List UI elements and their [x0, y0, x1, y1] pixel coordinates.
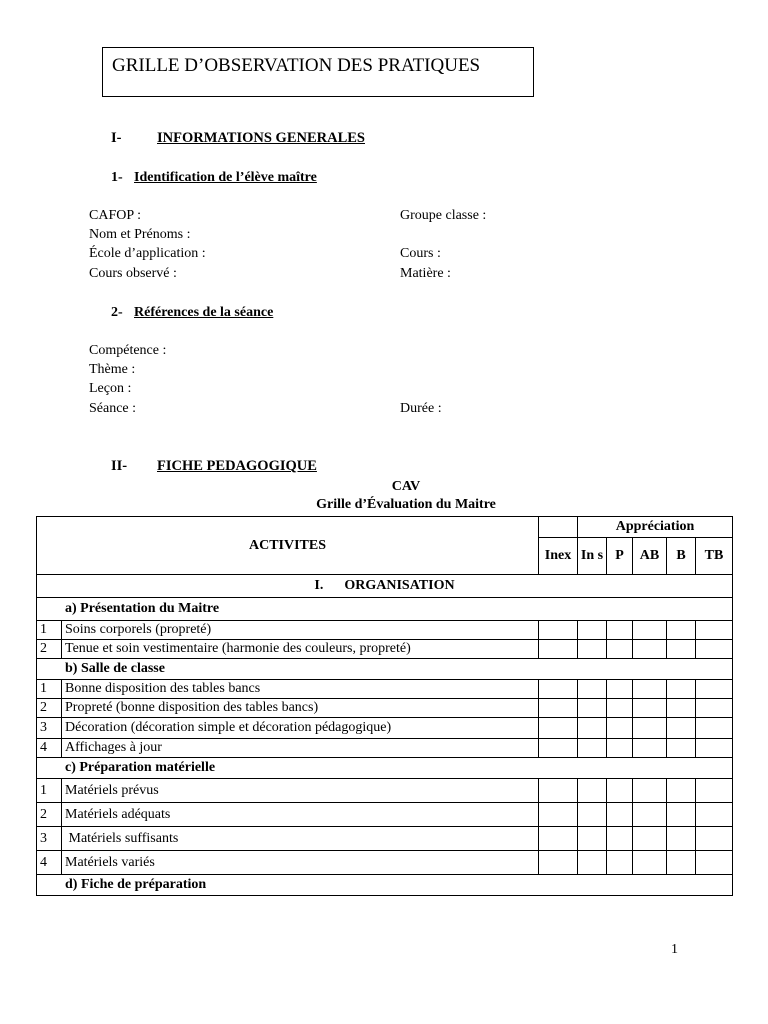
table-row — [37, 621, 733, 640]
sub1-number: 1- — [111, 170, 123, 185]
activites-header: ACTIVITES — [37, 517, 539, 575]
rating-cell[interactable] — [696, 680, 733, 699]
rating-col-b: B — [667, 538, 696, 575]
rating-cell[interactable] — [539, 803, 578, 827]
rating-cell[interactable] — [667, 680, 696, 699]
row-number: 1 — [37, 680, 62, 699]
field-lecon: Leçon : — [89, 381, 132, 396]
field-groupe-classe: Groupe classe : — [400, 208, 487, 223]
rating-col-tb: TB — [696, 538, 733, 575]
row-label: Propreté (bonne disposition des tables bancs) — [62, 699, 539, 718]
rating-cell[interactable] — [633, 680, 667, 699]
group-title: d) Fiche de préparation — [37, 875, 733, 896]
cav-heading: CAV — [391, 479, 421, 494]
rating-cell[interactable] — [578, 621, 607, 640]
row-number: 2 — [37, 640, 62, 659]
table-row — [37, 739, 733, 758]
rating-col-p: P — [607, 538, 633, 575]
rating-cell[interactable] — [633, 699, 667, 718]
rating-cell[interactable] — [696, 718, 733, 739]
group-header-row — [37, 758, 733, 779]
field-matiere: Matière : — [400, 266, 451, 281]
table-row — [37, 803, 733, 827]
table-row — [37, 779, 733, 803]
rating-cell[interactable] — [607, 699, 633, 718]
rating-cell[interactable] — [578, 718, 607, 739]
group-header-row — [37, 659, 733, 680]
rating-cell[interactable] — [667, 718, 696, 739]
rating-cell[interactable] — [578, 680, 607, 699]
rating-cell[interactable] — [696, 699, 733, 718]
rating-cell[interactable] — [607, 779, 633, 803]
field-theme: Thème : — [89, 362, 136, 377]
row-label: Décoration (décoration simple et décoration pédagogique) — [62, 718, 539, 739]
row-number: 4 — [37, 739, 62, 758]
rating-cell[interactable] — [578, 739, 607, 758]
rating-cell[interactable] — [633, 640, 667, 659]
rating-cell[interactable] — [633, 718, 667, 739]
field-cours: Cours : — [400, 246, 441, 261]
field-seance: Séance : — [89, 401, 137, 416]
rating-cell[interactable] — [696, 621, 733, 640]
field-cafop: CAFOP : — [89, 208, 142, 223]
rating-cell[interactable] — [667, 699, 696, 718]
section2-title: FICHE PEDAGOGIQUE — [157, 458, 317, 474]
rating-cell[interactable] — [696, 739, 733, 758]
row-number: 1 — [37, 621, 62, 640]
row-number: 3 — [37, 827, 62, 851]
field-competence: Compétence : — [89, 343, 167, 358]
appreciation-header: Appréciation — [578, 517, 733, 538]
rating-cell[interactable] — [607, 640, 633, 659]
row-number: 4 — [37, 851, 62, 875]
section1-number: I- — [111, 130, 122, 146]
rating-cell[interactable] — [607, 827, 633, 851]
rating-cell[interactable] — [696, 640, 733, 659]
rating-cell[interactable] — [696, 803, 733, 827]
field-duree: Durée : — [400, 401, 442, 416]
row-number: 3 — [37, 718, 62, 739]
rating-cell[interactable] — [607, 680, 633, 699]
row-label: Soins corporels (propreté) — [62, 621, 539, 640]
rating-cell[interactable] — [607, 621, 633, 640]
row-label: Matériels suffisants — [62, 827, 539, 851]
rating-cell[interactable] — [539, 779, 578, 803]
rating-cell[interactable] — [539, 739, 578, 758]
rating-cell[interactable] — [607, 803, 633, 827]
rating-cell[interactable] — [667, 621, 696, 640]
row-label: Matériels variés — [62, 851, 539, 875]
row-number: 2 — [37, 699, 62, 718]
group-header-row — [37, 598, 733, 621]
table-row — [37, 827, 733, 851]
rating-cell[interactable] — [539, 699, 578, 718]
row-label: Affichages à jour — [62, 739, 539, 758]
rating-cell[interactable] — [539, 680, 578, 699]
rating-cell[interactable] — [633, 851, 667, 875]
sub1-title: Identification de l’élève maître — [134, 170, 317, 185]
table-row — [37, 699, 733, 718]
rating-cell[interactable] — [539, 621, 578, 640]
rating-cell[interactable] — [633, 779, 667, 803]
section-title-organisation: I. ORGANISATION — [37, 575, 733, 598]
group-title: c) Préparation matérielle — [37, 758, 733, 779]
evaluation-table — [36, 516, 733, 896]
rating-cell[interactable] — [578, 640, 607, 659]
section2-number: II- — [111, 458, 128, 474]
rating-cell[interactable] — [633, 739, 667, 758]
row-label: Matériels adéquats — [62, 803, 539, 827]
table-row — [37, 718, 733, 739]
section-row-organisation — [37, 575, 733, 598]
group-title: b) Salle de classe — [37, 659, 733, 680]
row-label: Matériels prévus — [62, 779, 539, 803]
table-row — [37, 680, 733, 699]
rating-col-ins: In s — [578, 538, 607, 575]
grille-heading: Grille d’Évaluation du Maitre — [316, 497, 496, 512]
group-header-row — [37, 875, 733, 896]
rating-cell[interactable] — [667, 803, 696, 827]
header-row-top — [37, 517, 733, 538]
rating-cell[interactable] — [667, 739, 696, 758]
rating-cell[interactable] — [633, 621, 667, 640]
rating-cell[interactable] — [539, 827, 578, 851]
field-nom-prenoms: Nom et Prénoms : — [89, 227, 191, 242]
table-row — [37, 851, 733, 875]
sub2-number: 2- — [111, 305, 123, 320]
rating-col-ab: AB — [633, 538, 667, 575]
row-label: Bonne disposition des tables bancs — [62, 680, 539, 699]
header-blank-cell — [539, 517, 578, 538]
rating-cell[interactable] — [667, 640, 696, 659]
rating-cell[interactable] — [696, 851, 733, 875]
rating-cell[interactable] — [607, 851, 633, 875]
rating-cell[interactable] — [667, 779, 696, 803]
rating-cell[interactable] — [578, 699, 607, 718]
rating-cell[interactable] — [667, 827, 696, 851]
rating-cell[interactable] — [667, 851, 696, 875]
page-number: 1 — [671, 942, 678, 957]
rating-cell[interactable] — [607, 718, 633, 739]
rating-cell[interactable] — [633, 803, 667, 827]
row-label: Tenue et soin vestimentaire (harmonie des couleurs, propreté) — [62, 640, 539, 659]
rating-cell[interactable] — [607, 739, 633, 758]
row-number: 1 — [37, 779, 62, 803]
rating-cell[interactable] — [539, 640, 578, 659]
table-row — [37, 640, 733, 659]
rating-cell[interactable] — [578, 851, 607, 875]
rating-cell[interactable] — [633, 827, 667, 851]
document-title: GRILLE D’OBSERVATION DES PRATIQUES — [112, 55, 481, 76]
document-title-box — [102, 47, 534, 97]
rating-col-inex: Inex — [539, 538, 578, 575]
group-title: a) Présentation du Maitre — [37, 598, 733, 621]
row-number: 2 — [37, 803, 62, 827]
rating-cell[interactable] — [696, 827, 733, 851]
field-ecole-application: École d’application : — [89, 246, 206, 261]
rating-cell[interactable] — [696, 779, 733, 803]
rating-cell[interactable] — [578, 827, 607, 851]
rating-cell[interactable] — [539, 851, 578, 875]
section1-title: INFORMATIONS GENERALES — [157, 130, 365, 146]
rating-cell[interactable] — [539, 718, 578, 739]
rating-cell[interactable] — [578, 803, 607, 827]
rating-cell[interactable] — [578, 779, 607, 803]
sub2-title: Références de la séance — [134, 305, 274, 320]
field-cours-observe: Cours observé : — [89, 266, 177, 281]
